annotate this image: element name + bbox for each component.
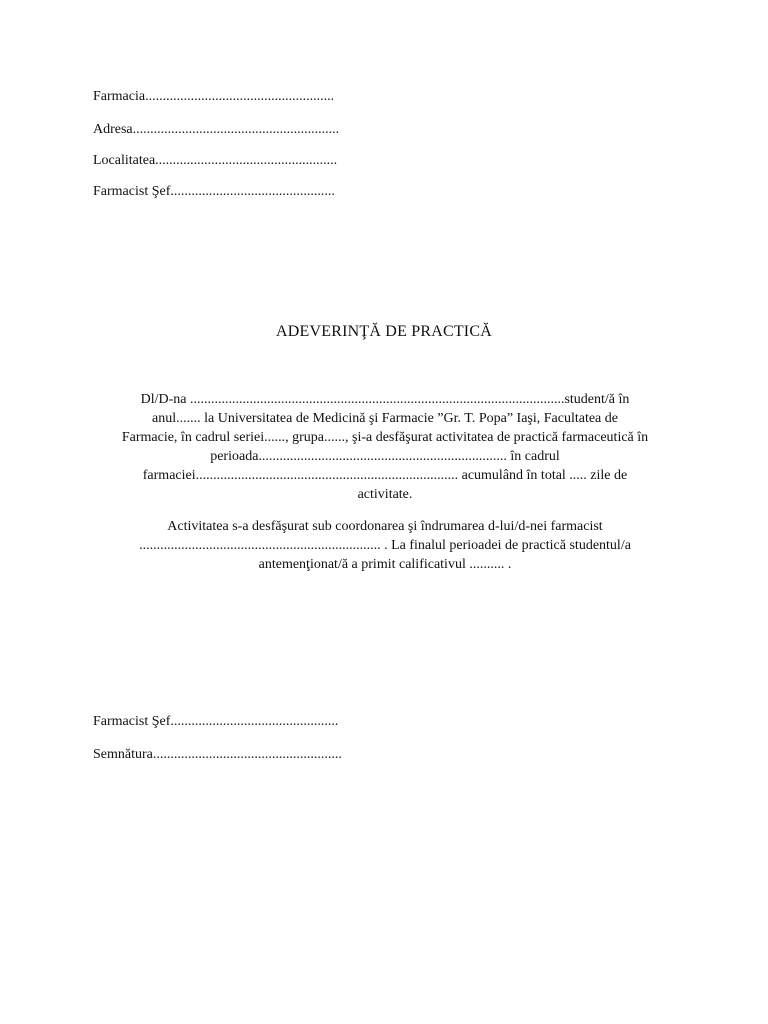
footer-chief-pharmacist-field: Farmacist Şef................................................ <box>93 714 339 729</box>
body-row: perioada....................................................................... în cadrul <box>210 449 560 464</box>
body-row: ..................................................................... . La finalul perioadei de practică studentul/a <box>139 538 631 553</box>
body-row: farmaciei........................................................................... acumulând în total ..... zile de <box>142 468 628 483</box>
body-row: Activitatea s-a desfăşurat sub coordonarea şi îndrumarea d-lui/d-nei farmacist <box>167 519 603 534</box>
body-row: Farmacie, în cadrul seriei......, grupa......, şi-a desfăşurat activitatea de practică farmaceutică în <box>121 430 649 445</box>
chief-pharmacist-field: Farmacist Şef............................................... <box>93 184 335 199</box>
signature-field: Semnătura...................................................... <box>93 747 342 762</box>
body-row: anul....... la Universitatea de Medicină şi Farmacie ”Gr. T. Popa” Iaşi, Facultatea de <box>152 411 618 426</box>
locality-field: Localitatea.................................................... <box>93 153 338 168</box>
document-title: ADEVERINŢĂ DE PRACTICĂ <box>276 323 492 340</box>
coordination-paragraph <box>90 517 680 574</box>
address-field: Adresa........................................................... <box>93 122 340 137</box>
body-row: Dl/D-na ...........................................................................................................student/ă în <box>140 392 630 407</box>
body-row: activitate. <box>357 487 413 502</box>
certificate-body <box>90 390 680 504</box>
body-row: antemenţionat/ă a primit calificativul .......... . <box>258 557 512 572</box>
pharmacy-field: Farmacia...................................................... <box>93 89 335 104</box>
